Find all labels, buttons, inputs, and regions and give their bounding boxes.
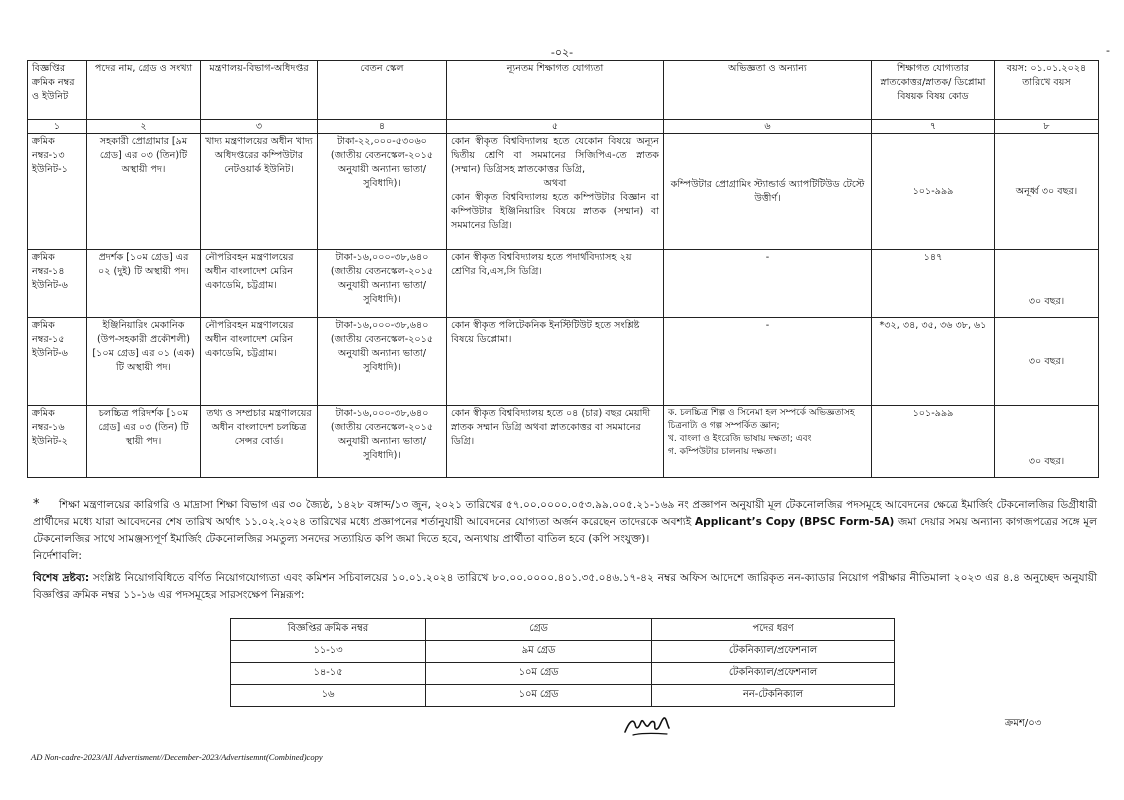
summary-row xyxy=(231,685,895,707)
serial-cell: ক্রমিক নম্বর-১৬ ইউনিট-২ xyxy=(28,406,87,478)
technology-note xyxy=(33,496,1097,548)
col-number: ১ xyxy=(28,120,87,134)
qualification-cell xyxy=(447,134,664,250)
header-pay: বেতন স্কেল xyxy=(318,61,447,120)
age-cell xyxy=(995,406,1099,478)
experience-cell: - xyxy=(664,250,872,318)
qualification-or: অথবা xyxy=(543,178,567,189)
experience-cell xyxy=(664,134,872,250)
summary-table xyxy=(230,618,895,707)
header-ministry: মন্ত্রণালয়-বিভাগ-অধিদপ্তর xyxy=(201,61,318,120)
summary-row xyxy=(231,663,895,685)
ministry-cell: নৌপরিবহন মন্ত্রণালয়ের অধীন বাংলাদেশ মেরিন একাডেমি, চট্টগ্রাম। xyxy=(201,318,318,406)
experience-item-c: গ. কম্পিউটার চালনায় দক্ষতা। xyxy=(668,447,777,457)
age-cell xyxy=(995,250,1099,318)
summary-type: নন-টেকনিক্যাল xyxy=(652,685,895,707)
summary-type: টেকনিক্যাল/প্রফেশনাল xyxy=(652,663,895,685)
summary-grade: ১০ম গ্রেড xyxy=(426,663,652,685)
summary-serial: ১৪-১৫ xyxy=(231,663,426,685)
age-text: ৩০ বছর। xyxy=(1028,355,1065,367)
header-serial: বিজ্ঞপ্তির ক্রমিক নম্বর ও ইউনিট xyxy=(28,61,87,120)
qualification-option-2: কোন স্বীকৃত বিশ্ববিদ্যালয় হতে কম্পিউটার বিজ্ঞান বা কম্পিউটার ইঞ্জিনিয়ারিং বিষয়ে স্নাতক (সম্মান) বা সমমানের ডিগ্রি। xyxy=(451,192,659,231)
table-row xyxy=(28,134,1099,250)
continued-marker: ক্রমশ/০৩ xyxy=(1005,718,1042,729)
subject-code-cell: ১৪৭ xyxy=(872,250,995,318)
table-header-row xyxy=(28,61,1099,120)
post-cell: চলচ্চিত্র পরিদর্শক [১০ম গ্রেড] এর ০৩ (তিন) টি স্থায়ী পদ। xyxy=(87,406,201,478)
summary-serial: ১৬ xyxy=(231,685,426,707)
post-cell: ইঞ্জিনিয়ারিং মেকানিক (উপ-সহকারী প্রকৌশলী) [১০ম গ্রেড] এর ০১ (এক) টি অস্থায়ী পদ। xyxy=(87,318,201,406)
col-number: ৮ xyxy=(995,120,1099,134)
table-row xyxy=(28,318,1099,406)
ministry-cell: নৌপরিবহন মন্ত্রণালয়ের অধীন বাংলাদেশ মেরিন একাডেমি, চট্টগ্রাম। xyxy=(201,250,318,318)
qualification-cell: কোন স্বীকৃত বিশ্ববিদ্যালয় হতে পদার্থবিদ্যাসহ ২য় শ্রেণির বি,এস,সি ডিগ্রি। xyxy=(447,250,664,318)
post-cell: সহকারী প্রোগ্রামার [৯ম গ্রেড] এর ০৩ (তিন)টি অস্থায়ী পদ। xyxy=(87,134,201,250)
signature-image xyxy=(623,708,671,738)
summary-grade: ৯ম গ্রেড xyxy=(426,641,652,663)
subject-code-text: ১০১-৯৯৯ xyxy=(912,185,954,197)
notes-section xyxy=(33,496,1097,604)
post-cell: প্রদর্শক [১০ম গ্রেড] এর ০২ (দুই) টি অস্থায়ী পদ। xyxy=(87,250,201,318)
col-number: ৬ xyxy=(664,120,872,134)
ministry-cell: খাদ্য মন্ত্রণালয়ের অধীন খাদ্য অধিদপ্তরের কম্পিউটার নেটওয়ার্ক ইউনিট। xyxy=(201,134,318,250)
header-age: বয়স: ০১.০১.২০২৪ তারিখে বয়স xyxy=(995,61,1099,120)
ministry-cell: তথ্য ও সম্প্রচার মন্ত্রণালয়ের অধীন বাংলাদেশ চলচ্চিত্র সেন্সর বোর্ড। xyxy=(201,406,318,478)
header-post: পদের নাম, গ্রেড ও সংখ্যা xyxy=(87,61,201,120)
special-note-text: সংশ্লিষ্ট নিয়োগবিধিতে বর্ণিত নিয়োগযোগ্যতা এবং কমিশন সচিবালয়ের ১০.০১.২০২৪ তারিখে ৮০.০০.০০০০.৪০১.৩৫.০৪৬.১৭-৪২ নম্বর অফিস আদেশে জারিকৃত নন-ক্যাডার নিয়োগ পরীক্ষার নীতিমালা ২০২৩ এর ৪.৪ অনুচ্ছেদ অনুযায়ী বিজ্ঞপ্তির ক্রমিক নম্বর ১১-১৬ এর পদসমূহের সারসংক্ষেপ নিম্নরূপ: xyxy=(33,572,1098,601)
technology-note-part-2: জমা দেয়ার সময় অন্যান্য কাগজপত্রের সঙ্গে মূল টেকনোলজির সাথে সামঞ্জস্যপূর্ণ ইমার্জিং টেকনোলজির সমতুল্য সনদের সত্যায়িত কপি জমা দিতে হবে, অন্যথায় প্রার্থীতা বাতিল হবে (কপি সংযুক্ত)। xyxy=(33,516,1097,545)
col-number: ৩ xyxy=(201,120,318,134)
header-subject-code: শিক্ষাগত যোগ্যতার স্নাতকোত্তর/স্নাতক/ ডিপ্লোমা বিষয়ক বিষয় কোড xyxy=(872,61,995,120)
summary-header-row xyxy=(231,619,895,641)
age-text: ৩০ বছর। xyxy=(1028,456,1065,467)
experience-item-a: ক. চলচ্চিত্র শিল্প ও সিনেমা হল সম্পর্কে অভিজ্ঞতাসহ চিত্রনাট্য ও গল্প সম্পর্কিত জ্ঞান; xyxy=(668,408,855,431)
qualification-option-1: কোন স্বীকৃত বিশ্ববিদ্যালয় হতে যেকোন বিষয়ে অন্যূন দ্বিতীয় শ্রেণি বা সমমানের সিজিপিএ-তে স্নাতক (সম্মান) ডিগ্রিসহ স্নাতকোত্তর ডিগ্রি, xyxy=(451,136,659,175)
summary-type: টেকনিক্যাল/প্রফেশনাল xyxy=(652,641,895,663)
pay-cell: টাকা-১৬,০০০-৩৮,৬৪০ (জাতীয় বেতনস্কেল-২০১৫ অনুযায়ী অন্যান্য ভাতা/ সুবিধাদি)। xyxy=(318,318,447,406)
serial-cell: ক্রমিক নম্বর-১৪ ইউনিট-৬ xyxy=(28,250,87,318)
summary-grade: ১০ম গ্রেড xyxy=(426,685,652,707)
pay-cell: টাকা-১৬,০০০-৩৮,৬৪০ (জাতীয় বেতনস্কেল-২০১৫ অনুযায়ী অন্যান্য ভাতা/ সুবিধাদি)। xyxy=(318,406,447,478)
experience-cell xyxy=(664,406,872,478)
serial-cell: ক্রমিক নম্বর-১৫ ইউনিট-৬ xyxy=(28,318,87,406)
pay-cell: টাকা-২২,০০০-৫৩০৬০ (জাতীয় বেতনস্কেল-২০১৫ অনুযায়ী অন্যান্য ভাতা/সুবিধাদি)। xyxy=(318,134,447,250)
age-cell xyxy=(995,318,1099,406)
experience-item-b: খ. বাংলা ও ইংরেজি ভাষায় দক্ষতা; এবং xyxy=(668,434,812,444)
page-number: -০২- xyxy=(550,46,574,59)
summary-header-type: পদের ধরণ xyxy=(652,619,895,641)
col-number: ২ xyxy=(87,120,201,134)
summary-header-serial: বিজ্ঞপ্তির ক্রমিক নম্বর xyxy=(231,619,426,641)
corner-mark: - xyxy=(1106,44,1110,57)
col-number: ৫ xyxy=(447,120,664,134)
applicant-copy-form: Applicant’s Copy (BPSC Form-5A) xyxy=(694,516,895,528)
header-qualification: ন্যূনতম শিক্ষাগত যোগ্যতা xyxy=(447,61,664,120)
summary-row xyxy=(231,641,895,663)
col-number: ৪ xyxy=(318,120,447,134)
subject-code-cell: *৩২, ৩৪, ৩৫, ৩৬ ৩৮, ৬১ xyxy=(872,318,995,406)
summary-header-grade: গ্রেড xyxy=(426,619,652,641)
header-experience: অভিজ্ঞতা ও অন্যান্য xyxy=(664,61,872,120)
directions-heading: নির্দেশাবলি: xyxy=(33,550,82,562)
summary-serial: ১১-১৩ xyxy=(231,641,426,663)
pay-cell: টাকা-১৬,০০০-৩৮,৬৪০ (জাতীয় বেতনস্কেল-২০১৫ অনুযায়ী অন্যান্য ভাতা/ সুবিধাদি)। xyxy=(318,250,447,318)
file-path-footer: AD Non-cadre-2023/All Advertisment//December-2023/Advertisemnt(Combined)copy xyxy=(31,752,323,762)
age-text: ৩০ বছর। xyxy=(1028,296,1065,307)
experience-cell: - xyxy=(664,318,872,406)
col-number: ৭ xyxy=(872,120,995,134)
subject-code-cell: ১০১-৯৯৯ xyxy=(872,406,995,478)
age-cell xyxy=(995,134,1099,250)
technology-note-part-1: শিক্ষা মন্ত্রণালয়ের কারিগরি ও মাদ্রাসা শিক্ষা বিভাগ এর ৩০ জ্যৈষ্ঠ, ১৪২৮ বঙ্গাব্দ/১৩ জুন, ২০২১ তারিখের ৫৭.০০.০০০০.০৫৩.৯৯.০০৫.২১-১৬৯ নং প্রজ্ঞাপন অনুযায়ী মূল টেকনোলজির পদসমূহে আবেদনের ক্ষেত্রে ইমার্জিং টেকনোলজির ডিগ্রীধারী প্রার্থীদের মধ্যে যারা আবেদনের শেষ তারিখ অর্থাৎ ১১.০২.২০২৪ তারিখের মধ্যে প্রজ্ঞাপনের শর্তানুযায়ী আবেদনের যোগ্যতা অর্জন করেছেন তাদেরকে অবশ্যই xyxy=(33,499,1097,528)
age-text: অনূর্ধ্ব ৩০ বছর। xyxy=(1015,185,1078,197)
asterisk-marker: * xyxy=(33,497,40,512)
table-row xyxy=(28,250,1099,318)
special-note xyxy=(33,570,1097,604)
column-number-row xyxy=(28,120,1099,134)
table-row xyxy=(28,406,1099,478)
qualification-cell: কোন স্বীকৃত পলিটেকনিক ইনস্টিটিউট হতে সংশ্লিষ্ট বিষয়ে ডিপ্লোমা। xyxy=(447,318,664,406)
qualification-cell: কোন স্বীকৃত বিশ্ববিদ্যালয় হতে ০৪ (চার) বছর মেয়াদী স্নাতক সম্মান ডিগ্রি অথবা স্নাতকোত্তর বা সমমানের ডিগ্রি। xyxy=(447,406,664,478)
subject-code-cell xyxy=(872,134,995,250)
serial-cell: ক্রমিক নম্বর-১৩ ইউনিট-১ xyxy=(28,134,87,250)
experience-text: কম্পিউটার প্রোগ্রামিং স্ট্যান্ডার্ড অ্যাপটিটিউড টেস্টে উত্তীর্ণ। xyxy=(670,178,865,204)
posts-table xyxy=(27,60,1099,478)
special-note-label: বিশেষ দ্রষ্টব্য: xyxy=(33,572,90,584)
